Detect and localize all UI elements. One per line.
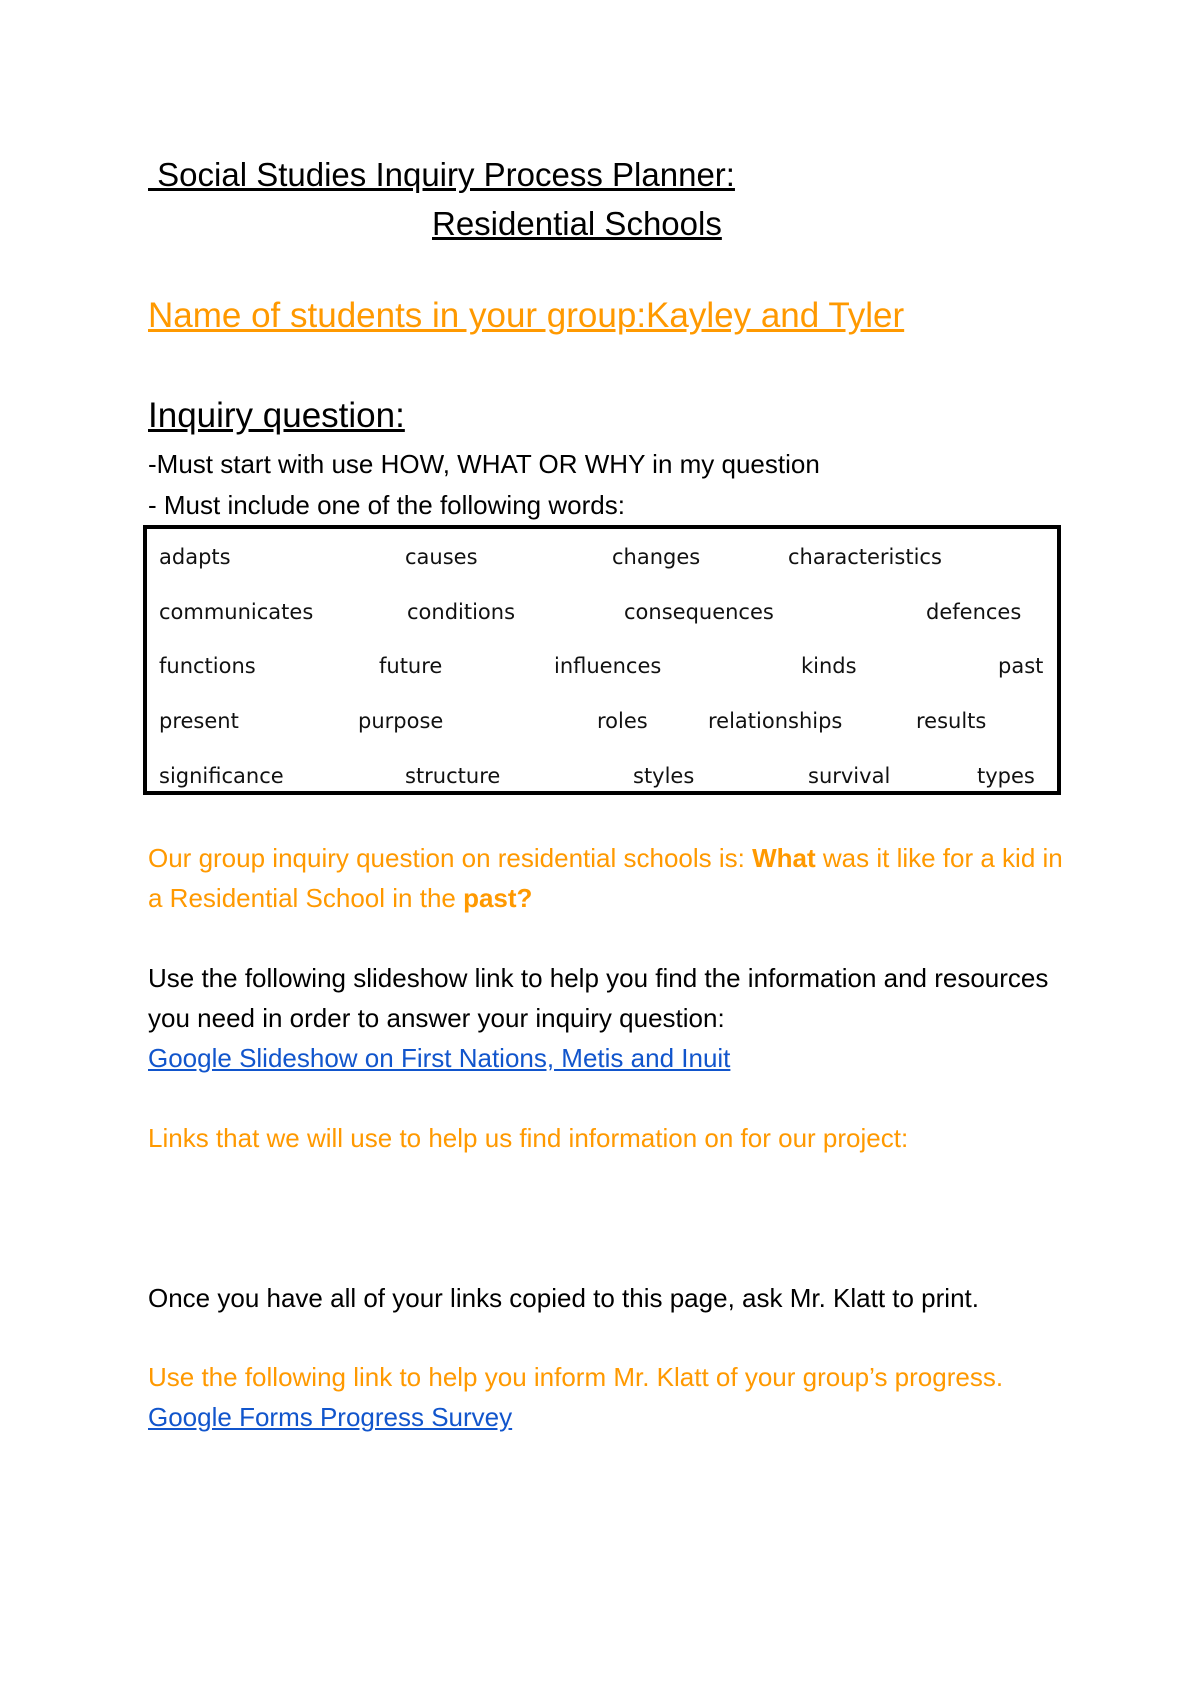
word: purpose bbox=[358, 709, 444, 733]
word: past bbox=[998, 654, 1044, 678]
progress-survey-link[interactable]: Google Forms Progress Survey bbox=[148, 1402, 513, 1432]
word: changes bbox=[612, 545, 701, 569]
word: characteristics bbox=[788, 545, 942, 569]
group-names: Name of students in your group:Kayley and Tyler bbox=[148, 296, 905, 335]
word: communicates bbox=[159, 600, 314, 624]
question-bold-what: What bbox=[752, 843, 816, 873]
question-prefix: Our group inquiry question on residential schools is: bbox=[148, 843, 753, 873]
slideshow-paragraph bbox=[148, 958, 1068, 1078]
word: conditions bbox=[407, 600, 516, 624]
print-note: Once you have all of your links copied to this page, ask Mr. Klatt to print. bbox=[148, 1283, 979, 1313]
page-title bbox=[148, 150, 1148, 248]
word: influences bbox=[554, 654, 662, 678]
word: relationships bbox=[708, 709, 843, 733]
inquiry-rule-1: -Must start with use HOW, WHAT OR WHY in my question bbox=[148, 449, 820, 479]
word: causes bbox=[405, 545, 478, 569]
word: significance bbox=[159, 764, 284, 788]
slideshow-link[interactable]: Google Slideshow on First Nations, Metis and Inuit bbox=[148, 1043, 731, 1073]
word: consequences bbox=[624, 600, 774, 624]
word: functions bbox=[159, 654, 256, 678]
progress-instructions: Use the following link to help you inform Mr. Klatt of your group’s progress. bbox=[148, 1362, 1004, 1392]
group-inquiry-question bbox=[148, 838, 1068, 918]
word: roles bbox=[597, 709, 648, 733]
word: structure bbox=[405, 764, 501, 788]
word: defences bbox=[926, 600, 1022, 624]
word: survival bbox=[808, 764, 891, 788]
word: results bbox=[916, 709, 987, 733]
title-line-2: Residential Schools bbox=[432, 205, 722, 242]
word: future bbox=[379, 654, 443, 678]
progress-paragraph bbox=[148, 1357, 1068, 1437]
word: adapts bbox=[159, 545, 231, 569]
word: kinds bbox=[801, 654, 857, 678]
word: types bbox=[977, 764, 1035, 788]
word: present bbox=[159, 709, 239, 733]
links-heading: Links that we will use to help us find information on for our project: bbox=[148, 1123, 909, 1153]
title-line-1: Social Studies Inquiry Process Planner: bbox=[148, 156, 735, 193]
word: styles bbox=[633, 764, 695, 788]
slideshow-instructions: Use the following slideshow link to help you find the information and resources you need in order to answer your inquiry question: bbox=[148, 963, 1049, 1033]
question-bold-past: past? bbox=[463, 883, 533, 913]
word-box bbox=[143, 525, 1061, 795]
inquiry-heading: Inquiry question: bbox=[148, 396, 405, 435]
inquiry-rule-2: - Must include one of the following words: bbox=[148, 490, 625, 520]
question-middle: was it like for a kid in a Residential School in the bbox=[148, 843, 1063, 913]
